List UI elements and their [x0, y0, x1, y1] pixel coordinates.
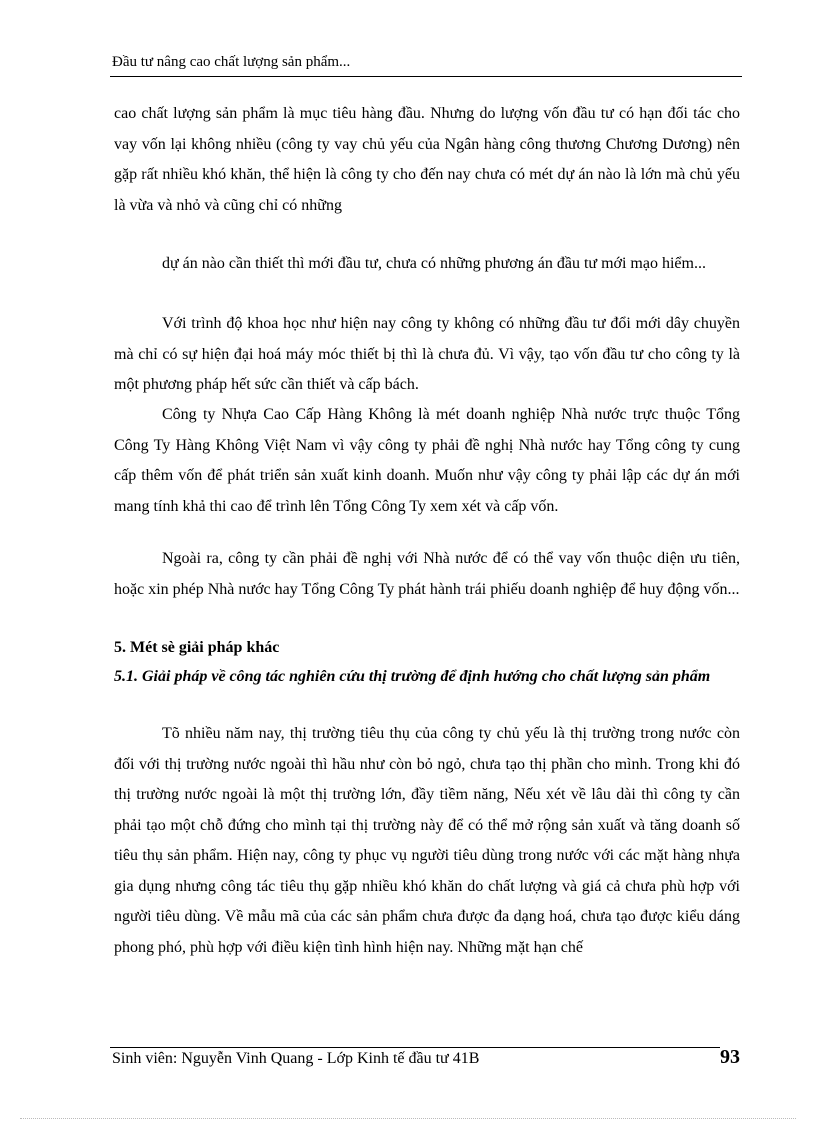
paragraph-2: dự án nào cần thiết thì mới đầu tư, chưa có những phương án đầu tư mới mạo hiểm... [162, 255, 706, 272]
page-bottom-dotted-line [20, 1118, 796, 1119]
paragraph-1: cao chất lượng sản phẩm là mục tiêu hàng đầu. Nhưng do lượng vốn đầu tư có hạn đối tác cho vay vốn lại không nhiều (công ty vay chủ yếu của Ngân hàng công thương Chương Dương) nên gặp rất nhiều khó khăn, thể hiện là công ty cho đến nay chưa có mét dự án nào là lớn mà chủ yếu là vừa và nhỏ và cũng chỉ có những [114, 105, 740, 214]
header-title: Đầu tư nâng cao chất lượng sản phẩm... [112, 54, 351, 70]
paragraph-6: Tõ nhiều năm nay, thị trường tiêu thụ của công ty chủ yếu là thị trường trong nước còn đối với thị trường nước ngoài thì hầu như còn bỏ ngỏ, chưa tạo thị phần cho mình. Trong khi đó thị trường nước ngoài là một thị trường lớn, đầy tiềm năng, Nếu xét về lâu dài thì công ty cần phải tạo một chỗ đứng cho mình tại thị trường này để có thể mở rộng sản xuất và tăng doanh số tiêu thụ sản phẩm. Hiện nay, công ty phục vụ người tiêu dùng trong nước với các mặt hàng nhựa gia dụng nhưng công tác tiêu thụ gặp nhiều khó khăn do chất lượng và giá cả chưa phù hợp với người tiêu dùng. Về mẫu mã của các sản phẩm chưa được đa dạng hoá, chưa tạo được kiểu dáng phong phó, phù hợp với điều kiện tình hình hiện nay. Những mặt hạn chế [114, 725, 740, 956]
section-heading-5: 5. Mét sè giải pháp khác [114, 639, 280, 656]
paragraph-5: Ngoài ra, công ty cần phải đề nghị với Nhà nước để có thể vay vốn thuộc diện ưu tiên, hoặc xin phép Nhà nước hay Tổng Công Ty phát hành trái phiếu doanh nghiệp để huy động vốn... [114, 550, 740, 598]
paragraph-4: Công ty Nhựa Cao Cấp Hàng Không là mét doanh nghiệp Nhà nước trực thuộc Tổng Công Ty Hàng Không Việt Nam vì vậy công ty phải đề nghị Nhà nước hay Tổng công ty cung cấp thêm vốn để phát triển sản xuất kinh doanh. Muốn như vậy công ty phải lập các dự án mới mang tính khả thi cao để trình lên Tổng Công Ty xem xét và cấp vốn. [114, 406, 740, 515]
section-heading-5-1: 5.1. Giải pháp về công tác nghiên cứu thị trường để định hướng cho chất lượng sản phẩm [114, 668, 711, 685]
footer-student-info: Sinh viên: Nguyễn Vinh Quang - Lớp Kinh tế đầu tư 41B [112, 1050, 480, 1067]
header-rule [110, 76, 742, 77]
page-number: 93 [720, 1046, 740, 1068]
footer-rule [110, 1047, 720, 1048]
paragraph-3: Với trình độ khoa học như hiện nay công ty không có những đầu tư đổi mới dây chuyền mà chỉ có sự hiện đại hoá máy móc thiết bị thì là chưa đủ. Vì vậy, tạo vốn đầu tư cho công ty là một phương pháp hết sức cần thiết và cấp bách. [114, 315, 740, 393]
